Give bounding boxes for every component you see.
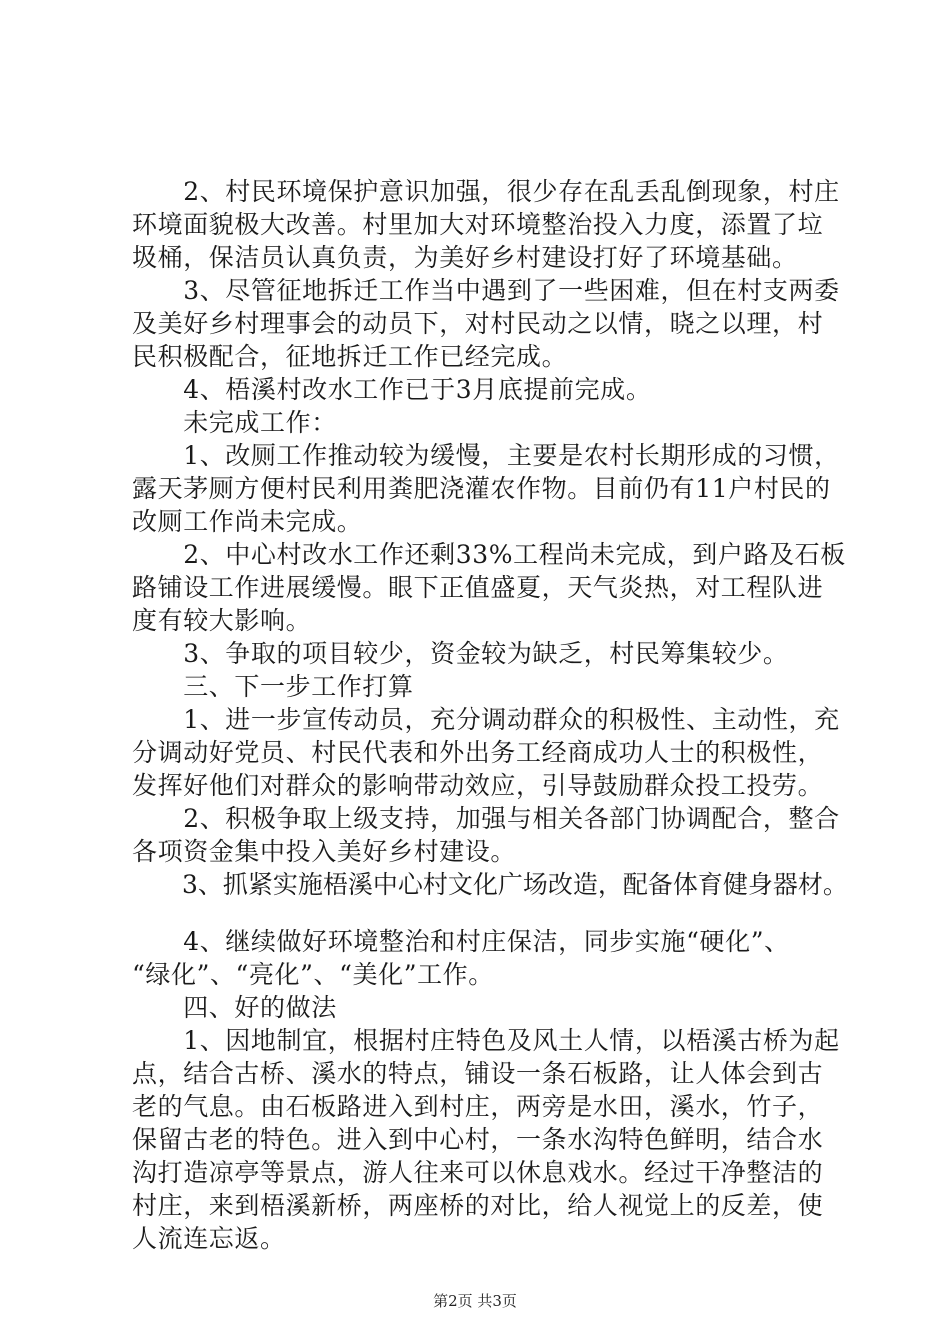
text-line: 改厕工作尚未完成。 bbox=[132, 507, 363, 536]
text-line: 及美好乡村理事会的动员下，对村民动之以情，晓之以理，村 bbox=[132, 309, 824, 338]
text-line: 村庄，来到梧溪新桥，两座桥的对比，给人视觉上的反差，使 bbox=[132, 1191, 824, 1220]
text-line: 2、村民环境保护意识加强，很少存在乱丢乱倒现象，村庄 bbox=[132, 177, 840, 206]
text-line: 路铺设工作进展缓慢。眼下正值盛夏，天气炎热，对工程队进 bbox=[132, 573, 824, 602]
text-line: 分调动好党员、村民代表和外出务工经商成功人士的积极性， bbox=[132, 738, 824, 767]
text-line: 1、改厕工作推动较为缓慢，主要是农村长期形成的习惯， bbox=[132, 441, 840, 470]
section-heading: 三、下一步工作打算 bbox=[132, 672, 414, 701]
text-line: 老的气息。由石板路进入到村庄，两旁是水田，溪水，竹子， bbox=[132, 1092, 824, 1121]
text-line: 环境面貌极大改善。村里加大对环境整治投入力度，添置了垃 bbox=[132, 210, 824, 239]
text-line: 露天茅厕方便村民利用粪肥浇灌农作物。目前仍有11户村民的 bbox=[132, 474, 831, 503]
text-line: 点，结合古桥、溪水的特点，铺设一条石板路，让人体会到古 bbox=[132, 1059, 824, 1088]
section-heading: 未完成工作： bbox=[132, 408, 337, 437]
page-footer: 第2页 共3页 bbox=[433, 1292, 517, 1310]
section-heading: 四、好的做法 bbox=[132, 993, 337, 1022]
text-line: 保留古老的特色。进入到中心村，一条水沟特色鲜明，结合水 bbox=[132, 1125, 824, 1154]
text-line: 4、梧溪村改水工作已于3月底提前完成。 bbox=[132, 375, 652, 404]
text-line: 人流连忘返。 bbox=[132, 1224, 286, 1253]
text-line: 沟打造凉亭等景点，游人往来可以休息戏水。经过干净整洁的 bbox=[132, 1158, 824, 1187]
text-line: 3、抓紧实施梧溪中心村文化广场改造，配备体育健身器材。 bbox=[132, 870, 848, 899]
text-line: 3、尽管征地拆迁工作当中遇到了一些困难，但在村支两委 bbox=[132, 276, 840, 305]
text-line: 圾桶，保洁员认真负责，为美好乡村建设打好了环境基础。 bbox=[132, 243, 798, 272]
text-line: 3、争取的项目较少，资金较为缺乏，村民筹集较少。 bbox=[132, 639, 789, 668]
text-line: 发挥好他们对群众的影响带动效应，引导鼓励群众投工投劳。 bbox=[132, 771, 824, 800]
text-line: 1、进一步宣传动员，充分调动群众的积极性、主动性，充 bbox=[132, 705, 840, 734]
text-line: “绿化”、“亮化”、“美化”工作。 bbox=[132, 960, 494, 989]
text-line: 1、因地制宜，根据村庄特色及风土人情，以梧溪古桥为起 bbox=[132, 1026, 840, 1055]
text-line: 2、中心村改水工作还剩33%工程尚未完成，到户路及石板 bbox=[132, 540, 846, 569]
text-line: 4、继续做好环境整治和村庄保洁，同步实施“硬化”、 bbox=[132, 927, 790, 956]
text-line: 度有较大影响。 bbox=[132, 606, 312, 635]
text-line: 2、积极争取上级支持，加强与相关各部门协调配合，整合 bbox=[132, 804, 840, 833]
text-line: 民积极配合，征地拆迁工作已经完成。 bbox=[132, 342, 568, 371]
text-line: 各项资金集中投入美好乡村建设。 bbox=[132, 837, 517, 866]
